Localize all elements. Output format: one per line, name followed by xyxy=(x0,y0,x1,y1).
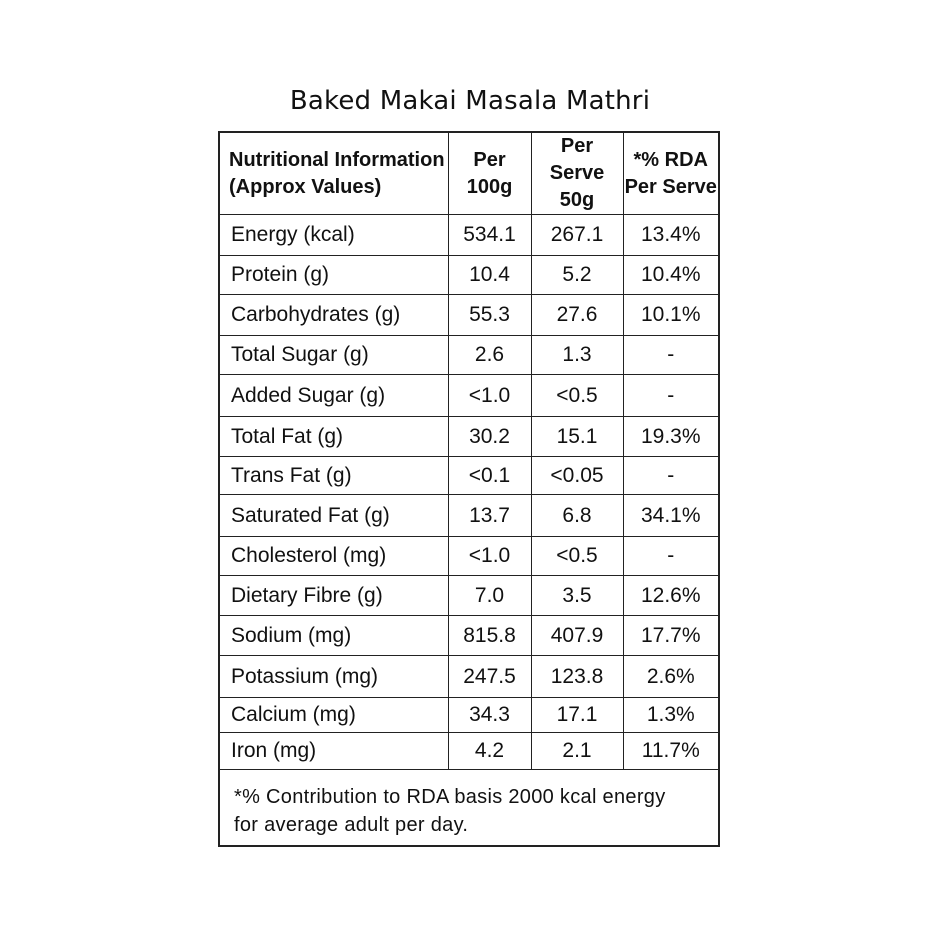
per-serve-cell: 2.1 xyxy=(531,733,623,770)
rda-cell: 10.1% xyxy=(623,295,718,336)
per-100g-cell: 34.3 xyxy=(448,698,531,733)
table-row xyxy=(220,698,718,733)
per-serve-cell: 5.2 xyxy=(531,256,623,295)
per-100g-cell: 534.1 xyxy=(448,215,531,256)
nutrient-name-cell: Sodium (mg) xyxy=(220,616,448,656)
nutrient-name-cell: Saturated Fat (g) xyxy=(220,495,448,537)
per-serve-cell: <0.05 xyxy=(531,457,623,495)
per-100g-cell: 10.4 xyxy=(448,256,531,295)
table-row xyxy=(220,417,718,457)
rda-cell: 12.6% xyxy=(623,576,718,616)
nutrient-name-cell: Iron (mg) xyxy=(220,733,448,770)
header-row xyxy=(220,133,718,215)
rda-cell: 11.7% xyxy=(623,733,718,770)
header-line: Per Serve xyxy=(549,135,605,184)
per-100g-cell: <1.0 xyxy=(448,375,531,417)
nutrient-name-cell: Energy (kcal) xyxy=(220,215,448,256)
header-line: Per Serve xyxy=(624,175,717,198)
per-serve-cell: 6.8 xyxy=(531,495,623,537)
nutrient-name-cell: Added Sugar (g) xyxy=(220,375,448,417)
rda-cell: 13.4% xyxy=(623,215,718,256)
per-serve-cell: 123.8 xyxy=(531,656,623,698)
nutrient-name-cell: Calcium (mg) xyxy=(220,698,448,733)
per-100g-cell: 815.8 xyxy=(448,616,531,656)
per-100g-cell: <1.0 xyxy=(448,537,531,576)
nutrient-name-cell: Protein (g) xyxy=(220,256,448,295)
header-line: 100g xyxy=(466,175,513,198)
per-100g-cell: 13.7 xyxy=(448,495,531,537)
rda-cell: - xyxy=(623,375,718,417)
rda-cell: - xyxy=(623,537,718,576)
rda-cell: 1.3% xyxy=(623,698,718,733)
per-serve-cell: 3.5 xyxy=(531,576,623,616)
table-row xyxy=(220,537,718,576)
per-serve-cell: 407.9 xyxy=(531,616,623,656)
nutrient-name-cell: Total Sugar (g) xyxy=(220,336,448,375)
footnote-line: *% Contribution to RDA basis 2000 kcal energy xyxy=(234,786,666,808)
per-100g-cell: 2.6 xyxy=(448,336,531,375)
per-100g-cell: 7.0 xyxy=(448,576,531,616)
header-per-100g xyxy=(448,133,531,215)
header-line: (Approx Values) xyxy=(229,175,382,198)
rda-cell: 2.6% xyxy=(623,656,718,698)
nutrient-name-cell: Total Fat (g) xyxy=(220,417,448,457)
table-row xyxy=(220,375,718,417)
table-row xyxy=(220,576,718,616)
nutrient-name-cell: Trans Fat (g) xyxy=(220,457,448,495)
per-serve-cell: 17.1 xyxy=(531,698,623,733)
table-row xyxy=(220,495,718,537)
rda-cell: 10.4% xyxy=(623,256,718,295)
nutrient-name-cell: Potassium (mg) xyxy=(220,656,448,698)
per-serve-cell: 267.1 xyxy=(531,215,623,256)
table-row xyxy=(220,457,718,495)
rda-cell: 17.7% xyxy=(623,616,718,656)
per-serve-cell: 15.1 xyxy=(531,417,623,457)
per-serve-cell: <0.5 xyxy=(531,375,623,417)
header-line: 50g xyxy=(559,189,595,211)
per-serve-cell: <0.5 xyxy=(531,537,623,576)
header-per-serve xyxy=(531,133,623,215)
per-100g-cell: 4.2 xyxy=(448,733,531,770)
rda-cell: 34.1% xyxy=(623,495,718,537)
per-100g-cell: 55.3 xyxy=(448,295,531,336)
table-row xyxy=(220,295,718,336)
nutrition-table xyxy=(220,133,718,770)
per-100g-cell: 247.5 xyxy=(448,656,531,698)
rda-cell: - xyxy=(623,457,718,495)
footnote-line: for average adult per day. xyxy=(234,814,469,836)
rda-cell: 19.3% xyxy=(623,417,718,457)
header-nutritional-information xyxy=(220,133,448,215)
nutrient-name-cell: Cholesterol (mg) xyxy=(220,537,448,576)
nutrient-name-cell: Dietary Fibre (g) xyxy=(220,576,448,616)
header-rda xyxy=(623,133,718,215)
per-100g-cell: <0.1 xyxy=(448,457,531,495)
page-title: Baked Makai Masala Mathri xyxy=(289,86,651,116)
nutrient-name-cell: Carbohydrates (g) xyxy=(220,295,448,336)
per-serve-cell: 1.3 xyxy=(531,336,623,375)
header-line: Per xyxy=(473,148,506,171)
rda-cell: - xyxy=(623,336,718,375)
per-serve-cell: 27.6 xyxy=(531,295,623,336)
table-row xyxy=(220,656,718,698)
table-row xyxy=(220,336,718,375)
table-row xyxy=(220,733,718,770)
header-line: Nutritional Information xyxy=(229,148,445,171)
per-100g-cell: 30.2 xyxy=(448,417,531,457)
footnote xyxy=(220,770,718,839)
header-line: *% RDA xyxy=(633,148,708,171)
table-row xyxy=(220,616,718,656)
table-row xyxy=(220,256,718,295)
nutrition-panel xyxy=(218,131,720,847)
table-row xyxy=(220,215,718,256)
